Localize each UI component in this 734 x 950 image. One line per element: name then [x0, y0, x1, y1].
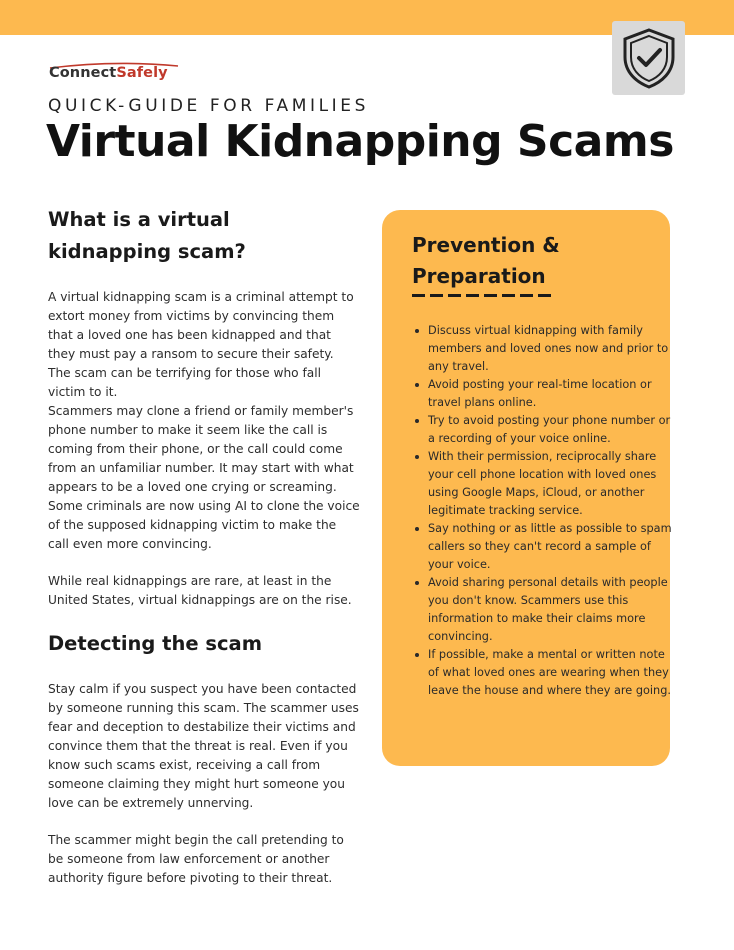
list-item: Avoid posting your real-time location or travel plans online.	[428, 376, 674, 412]
card-title: Prevention & Preparation	[412, 233, 560, 288]
shield-badge	[612, 21, 685, 95]
paragraph-definition: A virtual kidnapping scam is a criminal attempt to extort money from victims by convincing them that a loved one has been kidnapped and that they must pay a ransom to secure their safety. The scam can be terrifying for those who fall victim to it.	[48, 290, 354, 399]
prevention-card	[382, 210, 670, 766]
paragraph-cloning: Scammers may clone a friend or family member's phone number to make it seem like the call is coming from their phone, or the call could come from an unfamiliar number. It may start with what appears to be a loved one crying or screaming. Some criminals are now using AI to clone the voice of the supposed kidnapping victim to make the call even more convincing.	[48, 404, 360, 551]
list-item: Discuss virtual kidnapping with family members and loved ones now and prior to any travel.	[428, 322, 674, 376]
paragraph-stay-calm: Stay calm if you suspect you have been contacted by someone running this scam. The scammer uses fear and deception to destabilize their victims and convince them that the threat is real. Even if you know such scams exist, receiving a call from someone claiming they might hurt someone you love can be extremely unnerving.	[48, 682, 359, 810]
list-item: Try to avoid posting your phone number or a recording of your voice online.	[428, 412, 674, 448]
connectsafely-logo	[48, 60, 178, 88]
page-title: Virtual Kidnapping Scams	[46, 116, 674, 167]
shield-check-icon	[621, 27, 677, 89]
list-item: If possible, make a mental or written note of what loved ones are wearing when they leave the house and where they are going.	[428, 646, 674, 700]
list-item: Avoid sharing personal details with people you don't know. Scammers use this information to make their claims more convincing.	[428, 574, 674, 646]
title-dashed-underline	[412, 294, 554, 297]
section-heading-what-is: What is a virtual kidnapping scam?	[48, 208, 246, 263]
prevention-list	[410, 322, 674, 700]
list-item: Say nothing or as little as possible to spam callers so they can't record a sample of your voice.	[428, 520, 674, 574]
list-item: With their permission, reciprocally share your cell phone location with loved ones using Google Maps, iCloud, or another legitimate tracking service.	[428, 448, 674, 520]
section-heading-detecting: Detecting the scam	[48, 632, 263, 655]
paragraph-authority-figure: The scammer might begin the call pretending to be someone from law enforcement or another authority figure before pivoting to their threat.	[48, 833, 344, 885]
guide-kicker: QUICK-GUIDE FOR FAMILIES	[48, 96, 370, 116]
paragraph-on-the-rise: While real kidnappings are rare, at least in the United States, virtual kidnappings are on the rise.	[48, 574, 352, 607]
logo-text: ConnectSafely	[49, 65, 168, 81]
